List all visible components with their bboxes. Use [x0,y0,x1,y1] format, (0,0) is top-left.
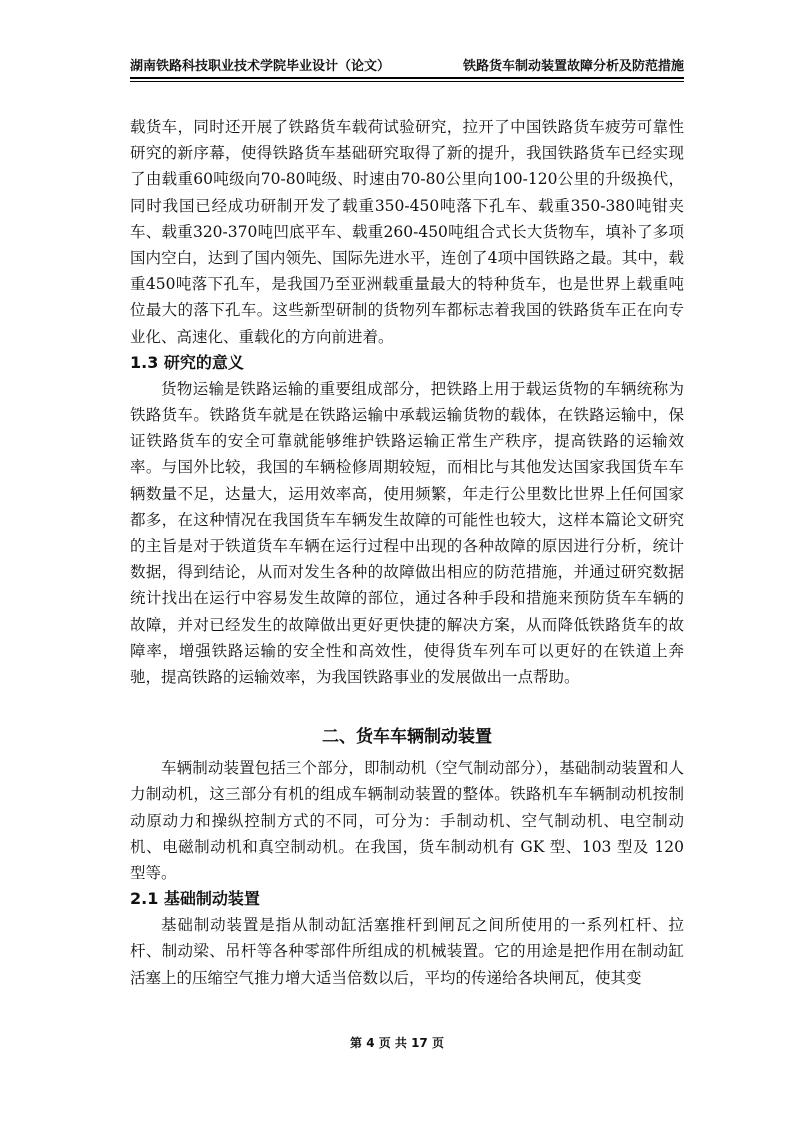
header-thesis-title: 铁路货车制动装置故障分析及防范措施 [462,59,684,74]
section-heading-2-1: 2.1 基础制动装置 [130,889,260,909]
header-school-title: 湖南铁路科技职业技术学院毕业设计（论文） [130,59,391,74]
page-number: 第 4 页 共 17 页 [350,1036,444,1050]
page-header [130,52,684,74]
paragraph-brake-device: 车辆制动装置包括三个部分，即制动机（空气制动部分），基础制动装置和人力制动机，这三部分有机的组成车辆制动装置的整体。铁路机车车辆制动机按制动原动力和操纵控制方式的不同，可分为：手制动机、空气制动机、电空制动机、电磁制动机和真空制动机。在我国，货车制动机有 GK 型、103 型及 120 型等。 [130,759,684,883]
header-rule-thin [130,81,684,82]
paragraph-intro: 载货车，同时还开展了铁路货车载荷试验研究，拉开了中国铁路货车疲劳可靠性研究的新序幕，使得铁路货车基础研究取得了新的提升，我国铁路货车已经实现了由载重60吨级向70-80吨级、时速由70-80公里向100-120公里的升级换代，同时我国已经成功研制开发了载重350-450吨落下孔车、载重350-380吨钳夹车、载重320-370吨凹底平车、载重260-450吨组合式长大货物车，填补了多项国内空白，达到了国内领先、国际先进水平，连创了4项中国铁路之最。其中，载重450吨落下孔车，是我国乃至亚洲载重量最大的特种货车，也是世界上载重吨位最大的落下孔车。这些新型研制的货物列车都标志着我国的铁路货车正在向专业化、高速化、重载化的方向前进着。 [130,118,684,346]
header-rule [130,77,684,79]
chapter-heading-2: 二、货车车辆制动装置 [322,727,492,748]
page-body [130,114,684,991]
section-heading-1-3: 1.3 研究的意义 [130,352,244,372]
page-footer [0,1034,794,1051]
paragraph-foundation-brake: 基础制动装置是指从制动缸活塞推杆到闸瓦之间所使用的一系列杠杆、拉杆、制动梁、吊杆等各种零部件所组成的机械装置。它的用途是把作用在制动缸活塞上的压缩空气推力增大适当倍数以后，平均的传递给各块闸瓦，使其变 [130,916,684,987]
paragraph-significance: 货物运输是铁路运输的重要组成部分，把铁路上用于载运货物的车辆统称为铁路货车。铁路货车就是在铁路运输中承载运输货物的载体，在铁路运输中，保证铁路货车的安全可靠就能够维护铁路运输正常生产秩序，提高铁路的运输效率。与国外比较，我国的车辆检修周期较短，而相比与其他发达国家我国货车车辆数量不足，达量大，运用效率高，使用频繁，年走行公里数比世界上任何国家都多，在这种情况在我国货车车辆发生故障的可能性也较大，这样本篇论文研究的主旨是对于铁道货车车辆在运行过程中出现的各种故障的原因进行分析，统计数据，得到结论，从而对发生各种的故障做出相应的防范措施，并通过研究数据统计找出在运行中容易发生故障的部位，通过各种手段和措施来预防货车车辆的故障，并对已经发生的故障做出更好更快捷的解决方案，从而降低铁路货车的故障率，增强铁路运输的安全性和高效性，使得货车列车可以更好的在铁道上奔驰，提高铁路的运输效率，为我国铁路事业的发展做出一点帮助。 [130,379,684,687]
